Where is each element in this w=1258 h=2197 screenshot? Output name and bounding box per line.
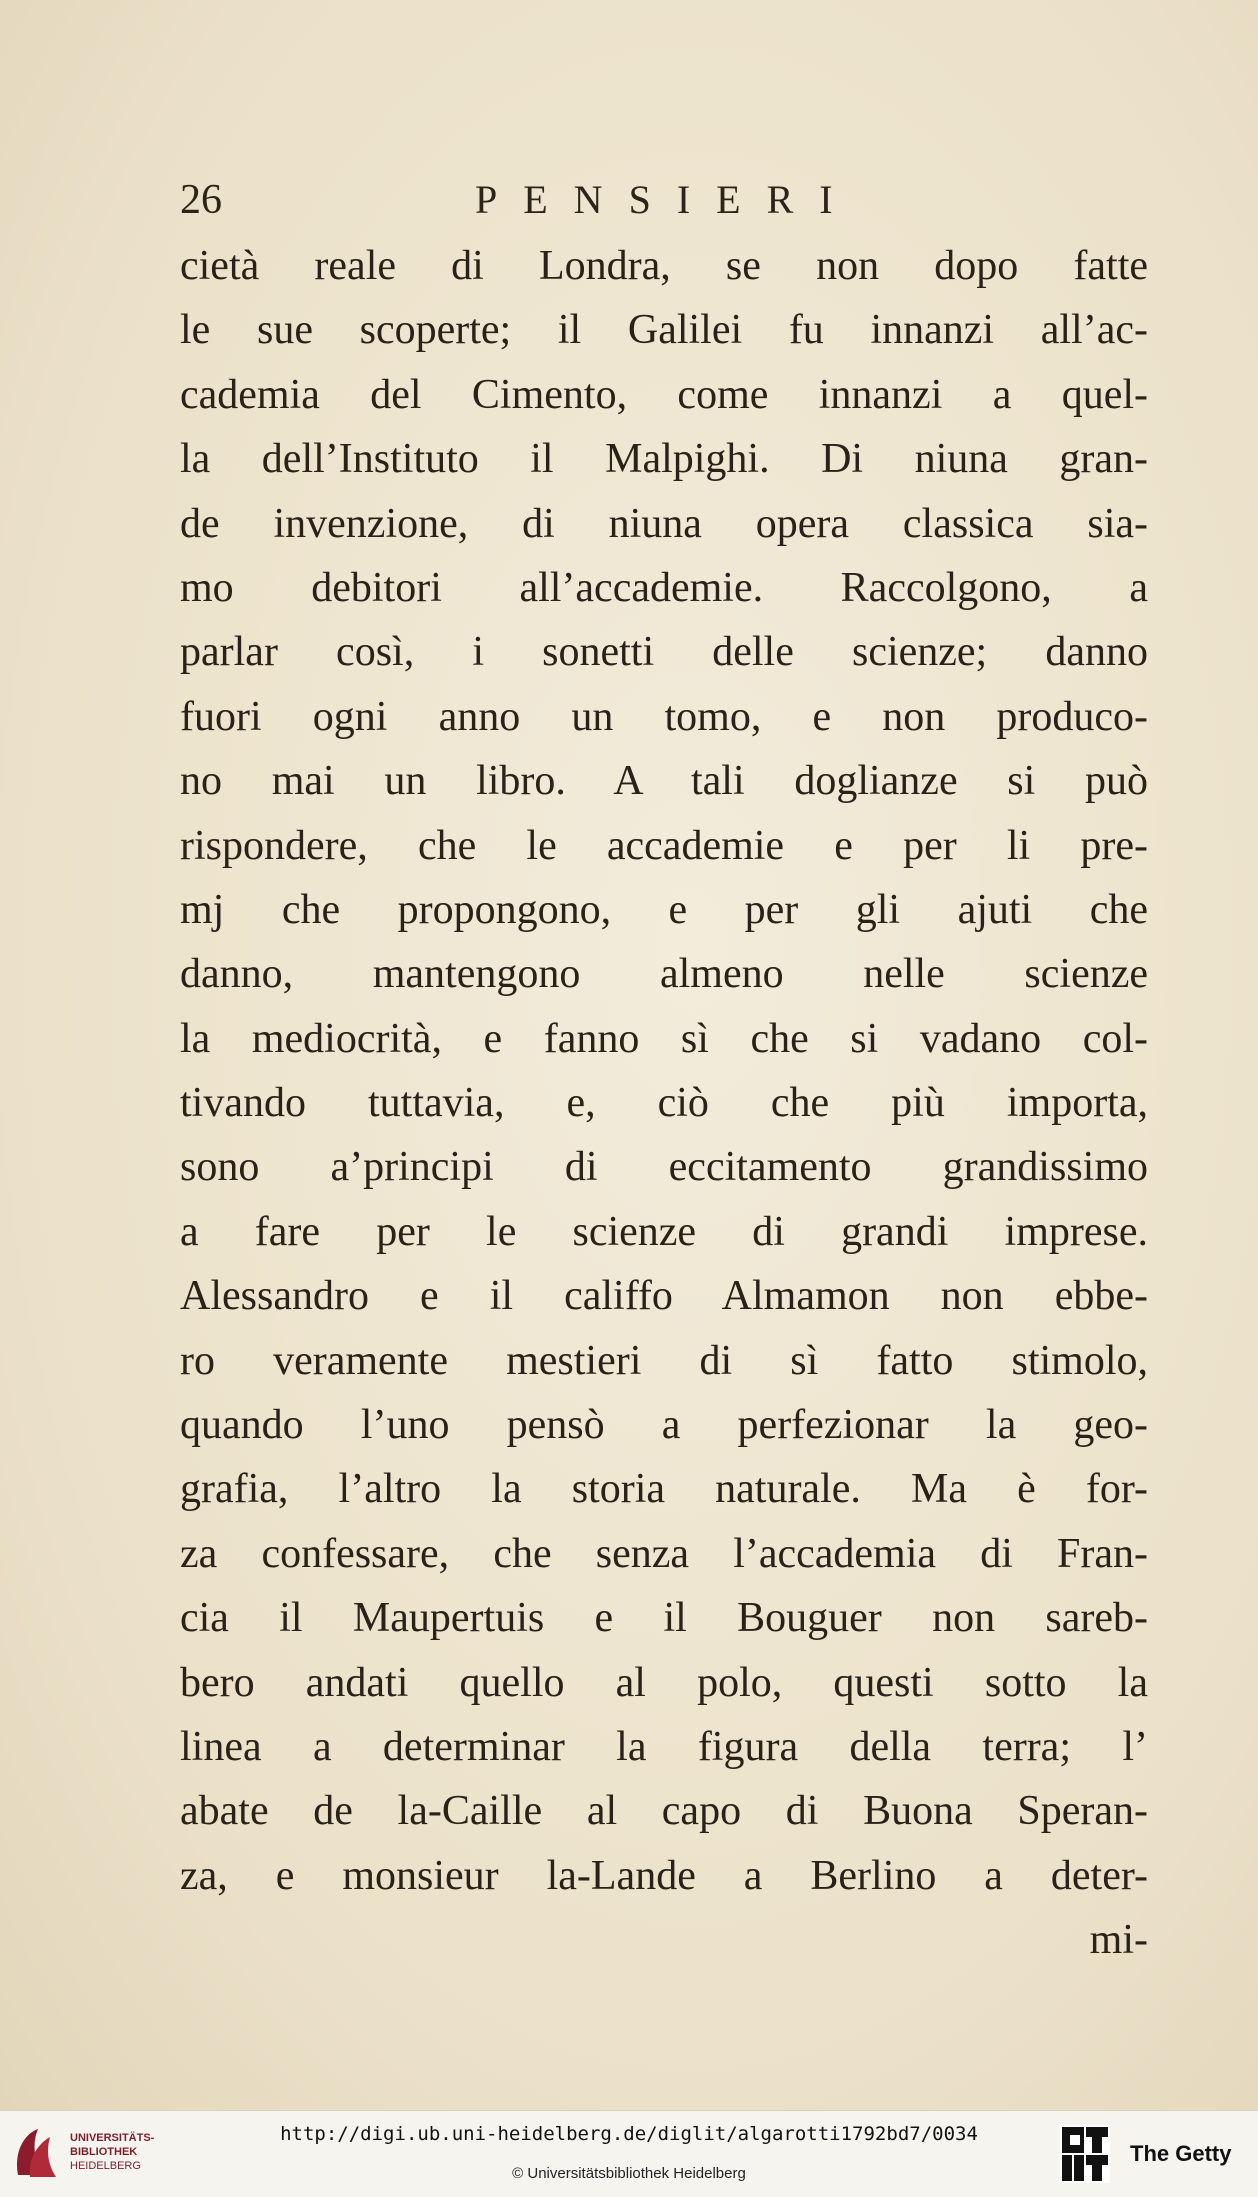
text-line: sono a’principi di eccitamento grandissimo bbox=[180, 1144, 1148, 1191]
text-line: de invenzione, di niuna opera classica sia- bbox=[180, 500, 1148, 547]
text-line: mj che propongono, e per gli ajuti che bbox=[180, 886, 1148, 933]
sponsor-name: The Getty bbox=[1130, 2141, 1232, 2166]
text-line: parlar così, i sonetti delle scienze; danno bbox=[180, 629, 1148, 676]
text-line: za confessare, che senza l’accademia di Fran- bbox=[180, 1530, 1148, 1577]
copyright-notice: © Universitätsbibliothek Heidelberg bbox=[512, 2165, 746, 2182]
getty-logo-icon bbox=[1060, 2125, 1110, 2183]
text-line: cademia del Cimento, come innanzi a quel- bbox=[180, 371, 1148, 418]
body-text bbox=[180, 234, 1148, 1973]
library-logo-text: UNIVERSITÄTS- BIBLIOTHEK HEIDELBERG bbox=[70, 2132, 155, 2172]
text-line: a fare per le scienze di grandi imprese. bbox=[180, 1208, 1148, 1255]
text-line: abate de la-Caille al capo di Buona Speran- bbox=[180, 1788, 1148, 1835]
text-line: bero andati quello al polo, questi sotto la bbox=[180, 1659, 1148, 1706]
text-line: tivando tuttavia, e, ciò che più importa, bbox=[180, 1080, 1148, 1127]
page-number: 26 bbox=[180, 177, 222, 223]
text-line: za, e monsieur la-Lande a Berlino a deter- bbox=[180, 1852, 1148, 1899]
text-line: Alessandro e il califfo Almamon non ebbe- bbox=[180, 1273, 1148, 1320]
text-line: cietà reale di Londra, se non dopo fatte bbox=[180, 243, 1148, 289]
text-line: no mai un libro. A tali doglianze si può bbox=[180, 758, 1148, 805]
permalink-url[interactable]: http://digi.ub.uni-heidelberg.de/diglit/algarotti1792bd7/0034 bbox=[280, 2123, 978, 2145]
text-line: linea a determinar la figura della terra; l’ bbox=[180, 1723, 1148, 1770]
running-head bbox=[180, 172, 1180, 232]
text-line: mo debitori all’accademie. Raccolgono, a bbox=[180, 564, 1148, 611]
text-line: cia il Maupertuis e il Bouguer non sareb- bbox=[180, 1595, 1148, 1642]
text-line: danno, mantengono almeno nelle scienze bbox=[180, 951, 1148, 998]
text-line: la dell’Instituto il Malpighi. Di niuna gran- bbox=[180, 436, 1148, 483]
text-line: fuori ogni anno un tomo, e non produco- bbox=[180, 693, 1148, 740]
text-line: le sue scoperte; il Galilei fu innanzi all’ac- bbox=[180, 307, 1148, 354]
text-line: la mediocrità, e fanno sì che si vadano col- bbox=[180, 1015, 1148, 1062]
text-line: quando l’uno pensò a perfezionar la geo- bbox=[180, 1402, 1148, 1449]
text-line: grafia, l’altro la storia naturale. Ma è for- bbox=[180, 1466, 1148, 1513]
running-title: PENSIERI bbox=[475, 177, 859, 222]
text-line: rispondere, che le accademie e per li pre- bbox=[180, 822, 1148, 869]
viewer-footer bbox=[0, 2110, 1258, 2197]
text-line: ro veramente mestieri di sì fatto stimolo, bbox=[180, 1337, 1148, 1384]
catchword: mi- bbox=[1089, 1917, 1148, 1964]
